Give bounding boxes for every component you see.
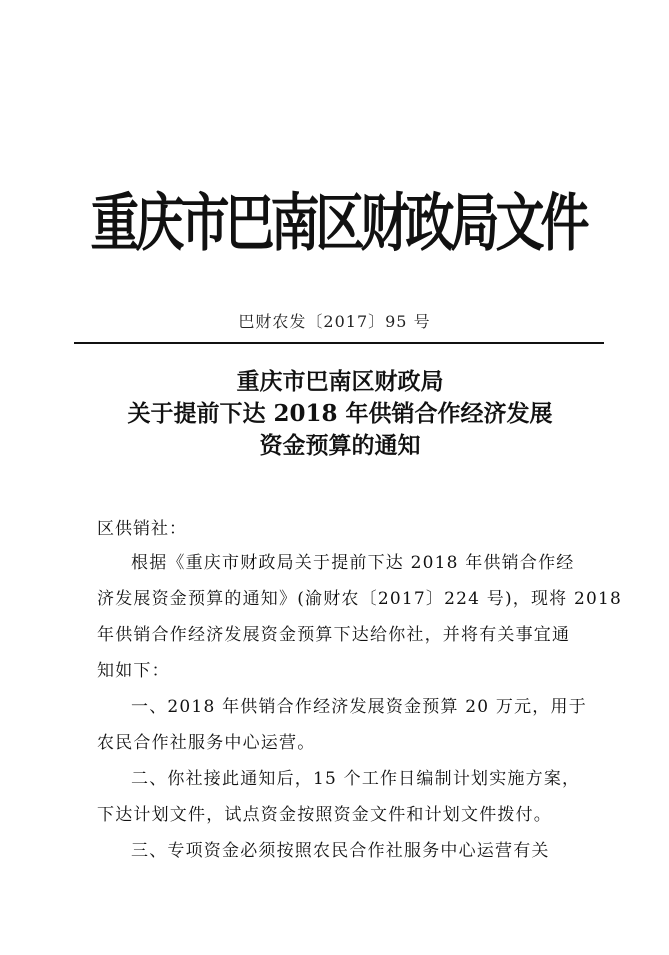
body-line: 一、2018 年供销合作经济发展资金预算 20 万元，用于	[131, 697, 587, 717]
body-line: 农民合作社服务中心运营。	[97, 733, 316, 753]
body-line: 年供销合作经济发展资金预算下达给你社，并将有关事宜通	[97, 625, 571, 645]
agency-header-title: 重庆市巴南区财政局文件	[90, 186, 586, 260]
notice-title-line: 关于提前下达 2018 年供销合作经济发展	[127, 400, 553, 427]
document-number: 巴财农发〔2017〕95 号	[238, 312, 431, 331]
header-divider	[74, 342, 604, 344]
addressee: 区供销社：	[97, 519, 187, 539]
notice-title-line: 重庆市巴南区财政局	[236, 368, 444, 395]
body-line: 根据《重庆市财政局关于提前下达 2018 年供销合作经	[131, 553, 575, 573]
body-line: 济发展资金预算的通知》(渝财农〔2017〕224 号)，现将 2018	[97, 589, 623, 609]
body-line: 知如下：	[97, 661, 170, 681]
body-line: 三、专项资金必须按照农民合作社服务中心运营有关	[131, 841, 550, 861]
notice-title	[60, 366, 620, 462]
notice-title-line: 资金预算的通知	[259, 432, 421, 459]
body-line: 二、你社接此通知后，15 个工作日编制计划实施方案，	[131, 769, 581, 789]
body-line: 下达计划文件，试点资金按照资金文件和计划文件拨付。	[97, 805, 552, 825]
